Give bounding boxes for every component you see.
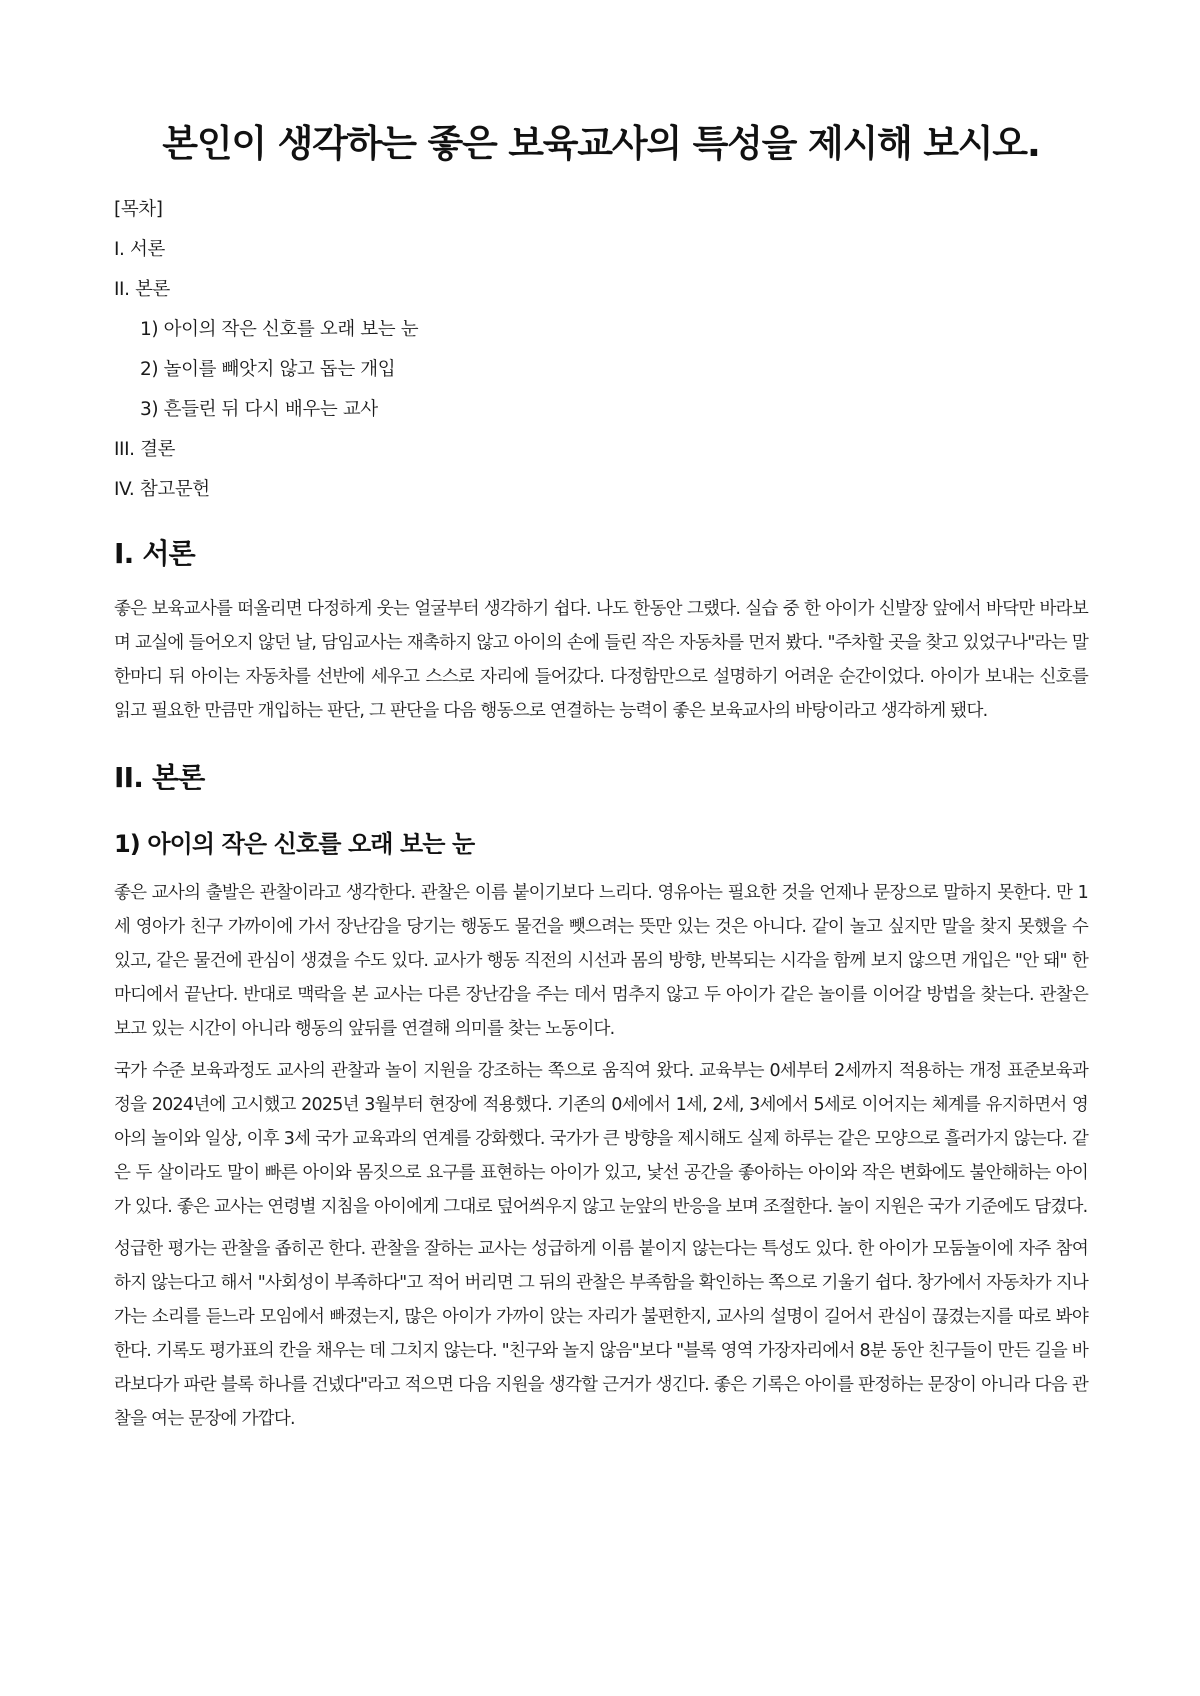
section-heading-intro: I. 서론	[114, 537, 195, 570]
body-paragraph: 국가 수준 보육과정도 교사의 관찰과 놀이 지원을 강조하는 쪽으로 움직여 왔다. 교육부는 0세부터 2세까지 적용하는 개정 표준보육과정을 2024년에 고시했고 2025년 3월부터 현장에 적용했다. 기존의 0세에서 1세, 2세, 3세에서 5세로 이어지는 체계를 유지하면서 영아의 놀이와 일상, 이후 3세 국가 교육과의 연계를 강화했다. 국가가 큰 방향을 제시해도 실제 하루는 같은 모양으로 흘러가지 않는다. 같은 두 살이라도 말이 빠른 아이와 몸짓으로 요구를 표현하는 아이가 있고, 낯선 공간을 좋아하는 아이와 작은 변화에도 불안해하는 아이가 있다. 좋은 교사는 연령별 지침을 아이에게 그대로 덮어씌우지 않고 눈앞의 반응을 보며 조절한다. 놀이 지원은 국가 기준에도 담겼다.	[114, 1061, 1088, 1217]
body-paragraph: 좋은 교사의 출발은 관찰이라고 생각한다. 관찰은 이름 붙이기보다 느리다. 영유아는 필요한 것을 언제나 문장으로 말하지 못한다. 만 1세 영아가 친구 가까이에 가서 장난감을 당기는 행동도 물건을 뺏으려는 뜻만 있는 것은 아니다. 같이 놀고 싶지만 말을 찾지 못했을 수 있고, 같은 물건에 관심이 생겼을 수도 있다. 교사가 행동 직전의 시선과 몸의 방향, 반복되는 시각을 함께 보지 않으면 개입은 "안 돼" 한마디에서 끝난다. 반대로 맥락을 본 교사는 다른 장난감을 주는 데서 멈추지 않고 두 아이가 같은 놀이를 이어갈 방법을 찾는다. 관찰은 보고 있는 시간이 아니라 행동의 앞뒤를 연결해 의미를 찾는 노동이다.	[114, 883, 1088, 1039]
toc-subitem: 1) 아이의 작은 신호를 오래 보는 눈	[140, 319, 419, 340]
toc-heading: [목차]	[114, 199, 163, 220]
toc-subitem: 3) 흔들린 뒤 다시 배우는 교사	[140, 399, 378, 420]
toc-item: IV. 참고문헌	[114, 479, 210, 500]
toc-subitem: 2) 놀이를 빼앗지 않고 돕는 개입	[140, 359, 396, 380]
section-heading-body: II. 본론	[114, 761, 205, 794]
toc-item: III. 결론	[114, 439, 176, 460]
table-of-contents	[114, 196, 1088, 504]
intro-paragraph: 좋은 보육교사를 떠올리면 다정하게 웃는 얼굴부터 생각하기 쉽다. 나도 한동안 그랬다. 실습 중 한 아이가 신발장 앞에서 바닥만 바라보며 교실에 들어오지 않던 날, 담임교사는 재촉하지 않고 아이의 손에 들린 작은 자동차를 먼저 봤다. "주차할 곳을 찾고 있었구나"라는 말 한마디 뒤 아이는 자동차를 선반에 세우고 스스로 자리에 들어갔다. 다정함만으로 설명하기 어려운 순간이었다. 아이가 보내는 신호를 읽고 필요한 만큼만 개입하는 판단, 그 판단을 다음 행동으로 연결하는 능력이 좋은 보육교사의 바탕이라고 생각하게 됐다.	[114, 599, 1088, 721]
body-paragraph: 성급한 평가는 관찰을 좁히곤 한다. 관찰을 잘하는 교사는 성급하게 이름 붙이지 않는다는 특성도 있다. 한 아이가 모둠놀이에 자주 참여하지 않는다고 해서 "사회성이 부족하다"고 적어 버리면 그 뒤의 관찰은 부족함을 확인하는 쪽으로 기울기 쉽다. 창가에서 자동차가 지나가는 소리를 듣느라 모임에서 빠졌는지, 많은 아이가 가까이 앉는 자리가 불편한지, 교사의 설명이 길어서 관심이 끊겼는지를 따로 봐야 한다. 기록도 평가표의 칸을 채우는 데 그치지 않는다. "친구와 놀지 않음"보다 "블록 영역 가장자리에서 8분 동안 친구들이 만든 길을 바라보다가 파란 블록 하나를 건넸다"라고 적으면 다음 지원을 생각할 근거가 생긴다. 좋은 기록은 아이를 판정하는 문장이 아니라 다음 관찰을 여는 문장에 가깝다.	[114, 1239, 1088, 1429]
toc-item: II. 본론	[114, 279, 171, 300]
subsection-heading: 1) 아이의 작은 신호를 오래 보는 눈	[114, 830, 475, 858]
document-title: 본인이 생각하는 좋은 보육교사의 특성을 제시해 보시오.	[162, 122, 1040, 165]
toc-item: I. 서론	[114, 239, 165, 260]
